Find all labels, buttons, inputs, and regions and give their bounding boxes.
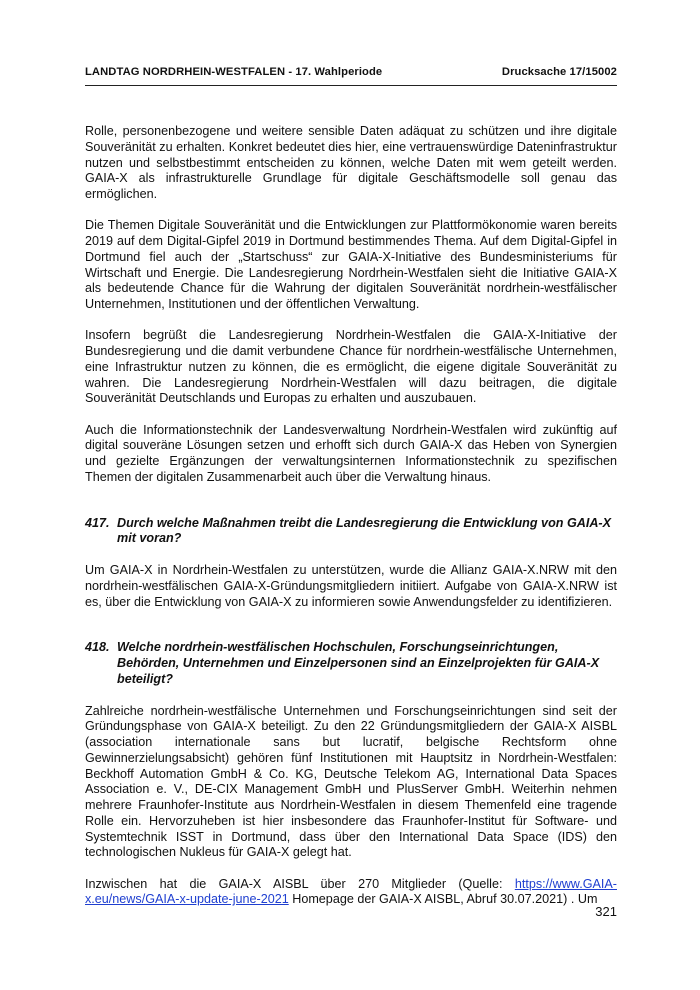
question-417 xyxy=(85,516,617,548)
source-link[interactable]: https://www.GAIA-x.eu/news/GAIA-x-update-june-2021 xyxy=(85,876,617,907)
question-text: Durch welche Maßnahmen treibt die Landesregierung die Entwicklung von GAIA-X mit voran? xyxy=(117,515,612,546)
document-number: Drucksache 17/15002 xyxy=(501,66,617,78)
answer-418-followup xyxy=(85,877,617,909)
followup-prefix: Inzwischen hat die GAIA-X AISBL über 270 Mitglieder (Quelle: xyxy=(85,876,515,891)
paragraph-2: Die Themen Digitale Souveränität und die Entwicklungen zur Plattformökonomie waren bereits 2019 auf dem Digital-Gipfel 2019 in Dortmund bestimmendes Thema. Auf dem Digital-Gipfel in Dortmund fiel auch der „Startschuss“ zur GAIA-X-Initiative des Bundesministeriums für Wirtschaft und Energie. Die Landesregierung Nordrhein-Westfalen sieht die Initiative GAIA-X als bedeutende Chance für die Wahrung der digitalen Souveränität nordrhein-westfälischer Unternehmen, Institutionen und der öffentlichen Verwaltung. xyxy=(85,218,617,311)
question-number: 417. xyxy=(85,515,110,530)
document-body xyxy=(85,124,617,924)
paragraph-1: Rolle, personenbezogene und weitere sensible Daten adäquat zu schützen und ihre digitale Souveränität zu erhalten. Konkret bedeutet dies hier, eine vertrauenswürdige Dateninfrastruktur nutzen und selbstbestimmt entscheiden zu können, welche Daten mit wem geteilt werden. GAIA-X als infrastrukturelle Grundlage für digitale Geschäftsmodelle soll genau das ermöglichen. xyxy=(85,124,617,201)
question-418 xyxy=(85,640,617,687)
paragraph-4: Auch die Informationstechnik der Landesverwaltung Nordrhein-Westfalen wird zukünftig auf digital souveräne Lösungen setzen und erhofft sich durch GAIA-X das Heben von Synergien und gezielte Ergänzungen der verwaltungsinternen Informationstechnik zu spezifischen Themen der digitalen Zusammenarbeit auch über die Verwaltung hinaus. xyxy=(85,422,617,484)
page-header xyxy=(85,66,617,78)
question-number: 418. xyxy=(85,640,110,655)
header-divider xyxy=(85,85,617,86)
paragraph-3: Insofern begrüßt die Landesregierung Nordrhein-Westfalen die GAIA-X-Initiative der Bundesregierung und die damit verbundene Chance für nordrhein-westfälische Unternehmen, eine Infrastruktur nutzen zu können, die es ermöglicht, die eigene digitale Souveränität zu wahren. Die Landesregierung Nordrhein-Westfalen will dazu beitragen, die digitale Souveränität Deutschlands und Europas zu erhalten und auszubauen. xyxy=(85,328,617,406)
header-title: LANDTAG NORDRHEIN-WESTFALEN - 17. Wahlperiode xyxy=(85,66,383,78)
question-text: Welche nordrhein-westfälischen Hochschulen, Forschungseinrichtungen, Behörden, Unternehmen und Einzelpersonen sind an Einzelprojekten für GAIA-X beteiligt? xyxy=(117,640,600,686)
answer-418: Zahlreiche nordrhein-westfälische Unternehmen und Forschungseinrichtungen sind seit der Gründungsphase von GAIA-X beteiligt. Zu den 22 Gründungsmitgliedern der GAIA-X AISBL (association internationale sans but lucratif, belgische Rechtsform ohne Gewinnerzielungsabsicht) gehören fünf Institutionen mit Hauptsitz in Nordrhein-Westfalen: Beckhoff Automation GmbH & Co. KG, Deutsche Telekom AG, International Data Spaces Association e. V., DE-CIX Management GmbH und PlusServer GmbH. Weiterhin nehmen mehrere Fraunhofer-Institute aus Nordrhein-Westfalen in diesem Themenfeld eine tragende Rolle ein. Hervorzuheben ist hier insbesondere das Fraunhofer-Institut für Software- und Systemtechnik ISST in Dortmund, dass über den International Data Space (IDS) den technologischen Nukleus für GAIA-X gelegt hat. xyxy=(85,703,617,860)
followup-suffix: Homepage der GAIA-X AISBL, Abruf 30.07.2021) . Um xyxy=(288,892,598,907)
answer-417: Um GAIA-X in Nordrhein-Westfalen zu unterstützen, wurde die Allianz GAIA-X.NRW mit den nordrhein-westfälischen GAIA-X-Gründungsmitgliedern initiiert. Aufgabe von GAIA-X.NRW ist es, über die Entwicklung von GAIA-X zu informieren sowie Anwendungsfelder zu identifizieren. xyxy=(85,563,617,609)
page-number: 321 xyxy=(595,904,617,919)
